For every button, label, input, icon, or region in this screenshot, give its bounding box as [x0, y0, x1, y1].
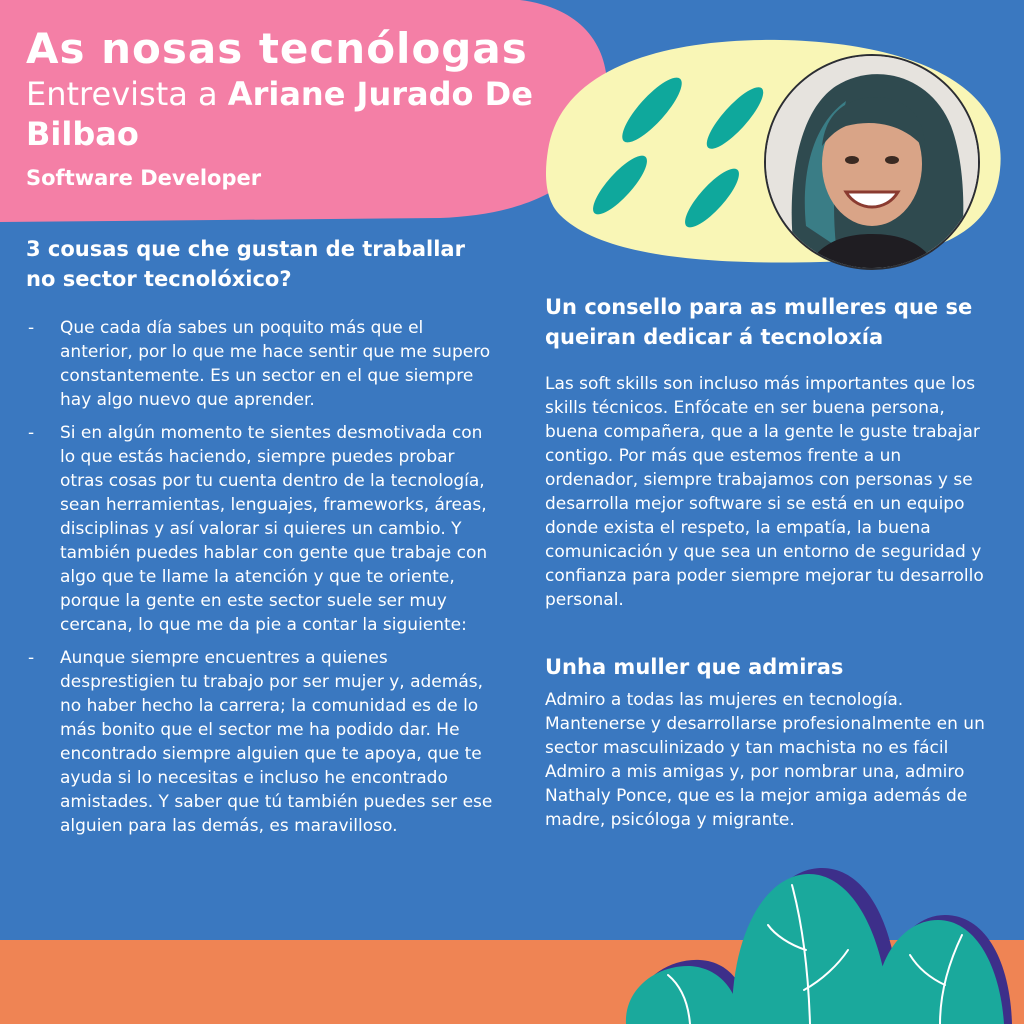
portrait-illustration [766, 56, 978, 268]
bullet-dash: - [28, 648, 35, 668]
question-admired-woman: Unha muller que admiras [545, 655, 844, 679]
bullet-dash: - [28, 423, 35, 443]
left-column [26, 234, 496, 847]
likes-list [26, 316, 496, 838]
question-advice: Un consello para as mulleres que se queiran dedicar á tecnoloxía [545, 295, 973, 349]
interview-subtitle [26, 74, 546, 154]
answer-advice: Las soft skills son incluso más importantes que los skills técnicos. Enfócate en ser buena persona, buena compañera, que a la gente le guste trabajar contigo. Por más que estemos frente a un ordenador, siempre trabajamos con personas y se desarrolla mejor software si se está en un equipo donde exista el respeto, la empatía, la buena comunicación y que sea un entorno de seguridad y confianza para poder siempre mejorar tu desarrollo personal. [545, 374, 984, 610]
answer-admired-woman: Admiro a todas las mujeres en tecnología. Mantenerse y desarrollarse profesionalmente en un sector masculinizado y tan machista no es fácil Admiro a mis amigas y, por nombrar una, admiro Nathaly Ponce, que es la mejor amiga además de madre, psicóloga y migrante. [545, 690, 985, 830]
interviewee-role: Software Developer [26, 166, 262, 190]
brand-title: As nosas tecnólogas [26, 24, 528, 73]
portrait-eye [845, 156, 859, 164]
list-item [26, 646, 496, 838]
interview-prefix: Entrevista a [26, 75, 228, 113]
list-item [26, 316, 496, 412]
header [26, 26, 546, 192]
interviewee-name: Ariane Jurado De Bilbao [26, 75, 533, 153]
list-item-text: Si en algún momento te sientes desmotivada con lo que estás haciendo, siempre puedes probar otras cosas por tu cuenta dentro de la tecnología, sean herramientas, lenguajes, frameworks, áreas, disciplinas y así valorar si quieres un cambio. Y también puedes hablar con gente que trabaje con algo que te llame la atención y que te oriente, porque la gente en este sector suele ser muy cercana, lo que me da pie a contar la siguiente: [60, 423, 488, 635]
bullet-dash: - [28, 318, 35, 338]
portrait-eye [885, 156, 899, 164]
right-column [545, 292, 985, 832]
list-item [26, 421, 496, 637]
list-item-text: Que cada día sabes un poquito más que el anterior, por lo que me hace sentir que me supero constantemente. Es un sector en el que siempre hay algo nuevo que aprender. [60, 318, 491, 410]
portrait-photo [764, 54, 980, 270]
question-likes: 3 cousas que che gustan de traballar no sector tecnolóxico? [26, 237, 465, 291]
list-item-text: Aunque siempre encuentres a quienes desprestigien tu trabajo por ser mujer y, además, no haber hecho la carrera; la comunidad es de lo más bonito que el sector me ha podido dar. He encontrado siempre alguien que te apoya, que te ayuda si lo necesitas e incluso he encontrado amistades. Y saber que tú también puedes ser ese alguien para las demás, es maravilloso. [60, 648, 493, 836]
